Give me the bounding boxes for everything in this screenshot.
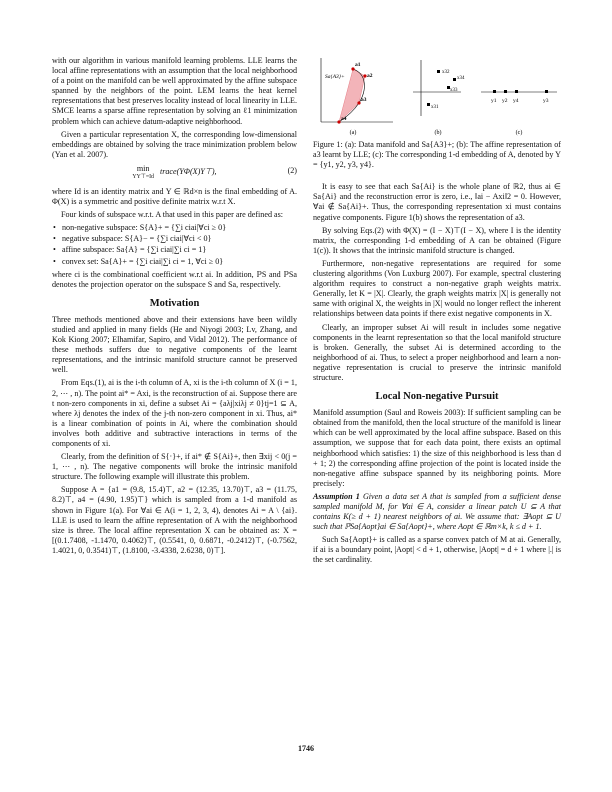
paragraph: Suppose A = {a1 = (9.8, 15.4)⊤, a2 = (12.35, 13.70)⊤, a3 = (11.75, 8.2)⊤, a4 = (4.90, 1.95)⊤} which is sampled from a 1-d manifold as shown in Figure 1(a). For ∀ai ∈ A(i = 1, 2, 3, 4), denotes Ai = A \ {ai}. LLE is used to learn the affine representation of A with the neighborhood size is three. The local affine representation X can be obtained as: X = [(0.1.7408, -1.1470, 0.4062)⊤, (0.5541, 0, 0.6871, -0.2412)⊤, (-0.7562, 1.4021, 0, 0.3541)⊤, (1.8100, -3.4338, 2.6238, 0)⊤]. [52, 485, 297, 555]
point-y3 [545, 90, 548, 93]
paragraph: Furthermore, non-negative representations are required for some clustering algorithms (Von Luxburg 2007). For example, spectral clustering algorithm requires to construct a non-negative graph weights matrix. Generally, let K = |X|. Clearly, the graph weights matrix |X| is generally not same with original X, the weights in |X| would no longer reflect the inherent relationships between data points if there exist negative components in X. [313, 258, 561, 319]
point-x32 [437, 70, 440, 73]
list-item: • negative subspace: S{A}− = {∑i ciai|∀ci < 0} [62, 234, 297, 244]
paragraph: By solving Eqs.(2) with Φ(X) = (I − X)⊤(I − X), where I is the identity matrix, the corresponding 1-d embedding of A can be obtained (Figure 1(c)). It shows that the intrinsic manifold structure is changed. [313, 225, 561, 255]
point-y2 [504, 90, 507, 93]
assumption-label: Assumption 1 [313, 491, 360, 501]
label-a2: a2 [367, 73, 373, 79]
left-column [52, 56, 297, 559]
panel-b [413, 60, 465, 136]
list-item: • affine subspace: Sa{A} = {∑i ciai|∑i ci = 1} [62, 245, 297, 255]
equation-2 [52, 164, 297, 182]
list-item: • non-negative subspace: S{A}+ = {∑i ciai|∀ci ≥ 0} [62, 223, 297, 233]
label-x31: x31 [431, 105, 439, 110]
panel-c-label: (c) [515, 130, 523, 136]
paragraph: with our algorithm in various manifold learning problems. LLE learns the local affine representations with an assumption that the local neighborhood of a point on the manifold can be well approximated by the affine subspace spanned by the neighbors of the point. LEM learns the heat kernel representations that best preserves locality instead of local linearity in LLE. SMCE learns a sparse affine representation by solving an ℓ1 minimization problem which can achieve datum-adaptive neighborhood. [52, 56, 297, 126]
figure-1 [313, 56, 561, 136]
label-y3: y3 [543, 98, 549, 104]
assumption-text: Given a data set A that is sampled from a sufficient dense sampled manifold M, for ∀ai ∈ A, consider a linear patch U ⊆ A that contains K(≥ d + 1) nearest neighbors of ai. We assume that: ∃Aopt ⊆ U such that ℙSa{Aopt}ai ∈ Sa{Aopt}+, where Aopt ∈ ℝm×k, k ≤ d + 1. [313, 491, 561, 532]
point-x34 [453, 78, 456, 81]
paragraph: Manifold assumption (Saul and Roweis 2003): If sufficient sampling can be obtained from the manifold, then the local structure of the manifold is linear which can be well approximated by the local affine subspace. Based on this assumption, we suppose that for each data point, there exists an optimal neighborhood which satisfies: 1) the size of this neighborhood is less than d + 1; 2) the corresponding affine projection of the point is located inside the non-negative affine subspace spanned by its neighboring points. More precisely: [313, 408, 561, 488]
point-y1 [493, 90, 496, 93]
panel-a-label: (a) [349, 130, 357, 136]
figure-1-graphic [313, 56, 561, 136]
paragraph: where ci is the combinational coefficient w.r.t ai. In addition, ℙS and ℙSa denotes the projection operator on the subspace S and Sa, respectively. [52, 269, 297, 289]
paragraph: Given a particular representation X, the corresponding low-dimensional embeddings are obtained by solving the trace minimization problem below (Yan et al. 2007). [52, 129, 297, 159]
paragraph: Such Sa{Aopt}+ is called as a sparse convex patch of M at ai. Generally, if ai is a boundary point, |Aopt| < d + 1, otherwise, |Aopt| = d + 1 where |.| is the set cardinality. [313, 535, 561, 565]
equation-number: (2) [287, 165, 297, 175]
section-heading-motivation: Motivation [149, 297, 200, 309]
point-x31 [427, 103, 430, 106]
panel-c [481, 90, 557, 136]
equation-min: min YY⊤=Id [132, 163, 154, 181]
assumption-1 [313, 492, 561, 532]
label-a1: a1 [355, 62, 361, 68]
panel-a [321, 58, 393, 136]
label-a4: a4 [341, 116, 347, 122]
equation-body: trace(YΦ(X)Y⊤), [159, 166, 217, 176]
paragraph: It is easy to see that each Sa{Ai} is the whole plane of ℝ2, thus ai ∈ Sa{Ai} and the reconstruction error is zero, i.e., ‖ai − Axi‖2 = 0. However, ∀ai ∉ Sa{Ai}+. Thus, the corresponding representation xi must contains negative components. Figure 1(b) shows the representation of a3. [313, 182, 561, 222]
label-x34: x34 [457, 76, 465, 81]
label-y2: y2 [502, 98, 508, 104]
paragraph: where Id is an identity matrix and Y ∈ ℝd×n is the final embedding of A. Φ(X) is a symmetric and positive definite matrix w.r.t X. [52, 186, 297, 207]
list-item: • convex set: Sa{A}+ = {∑i ciai|∑i ci = 1, ∀ci ≥ 0} [62, 257, 297, 267]
paragraph: Four kinds of subspace w.r.t. A that used in this paper are defined as: [61, 210, 284, 220]
label-y4: y4 [513, 98, 519, 104]
paragraph: Three methods mentioned above and their extensions have been wildly studied and applied in many fields (He and Niyogi 2003; Lv, Zhang, and Kok Kiong 2007; Elhamifar, Sapiro, and Vidal 2012). The performance of these methods suffers due to negative components of the learnt representations, and the intrinsic manifold structure cannot be preserved well. [52, 314, 297, 375]
panel-b-label: (b) [434, 130, 442, 136]
paragraph: Clearly, from the definition of S{·}+, if ai* ∉ S{Ai}+, then ∃xij < 0(j = 1, ⋯ , n). The negative components will broke the intrinsic manifold structure. The following example will illustrate this problem. [52, 452, 297, 482]
label-a3: a3 [361, 97, 367, 103]
figure-caption: Figure 1: (a): Data manifold and Sa{A3}+; (b): The affine representation of a3 learnt by LLE; (c): The corresponding 1-d embedding of A, denoted by Y = {y1, y2, y3, y4}. [313, 140, 561, 170]
right-column [313, 56, 561, 569]
label-x33: x33 [450, 88, 458, 93]
label-y1: y1 [491, 98, 497, 104]
paragraph: Clearly, an improper subset Ai will result in includes some negative components in the learnt representation so that the local manifold structure is broken. Generally, the subset Ai is determined according to the neighborhood of ai. Thus, to select a proper neighborhood and learn a non-negative representation is crucial to preserve the intrinsic manifold structure. [313, 322, 561, 382]
sa-label: Sa{A3}+ [325, 74, 345, 80]
paragraph: From Eqs.(1), ai is the i-th column of A, xi is the i-th column of X (i = 1, 2, ⋯ , n). The point ai* = Axi, is the reconstruction of ai. Suppose there are t non-zero components in xi, define a subset Ai = {aλj|xiλj ≠ 0}tj=1 ⊆ A, where λj denotes the index of the j-th non-zero component in xi. Thus, ai* is a linear combination of points in Ai, where the combination should involves both additive and subtractive interactions in terms of the components of xi. [52, 378, 297, 448]
page-number: 1746 [298, 744, 314, 753]
subspace-list [52, 223, 297, 266]
label-x32: x32 [442, 70, 450, 75]
section-heading-local-non-negative-pursuit: Local Non-negative Pursuit [375, 391, 499, 403]
point-y4 [515, 90, 518, 93]
